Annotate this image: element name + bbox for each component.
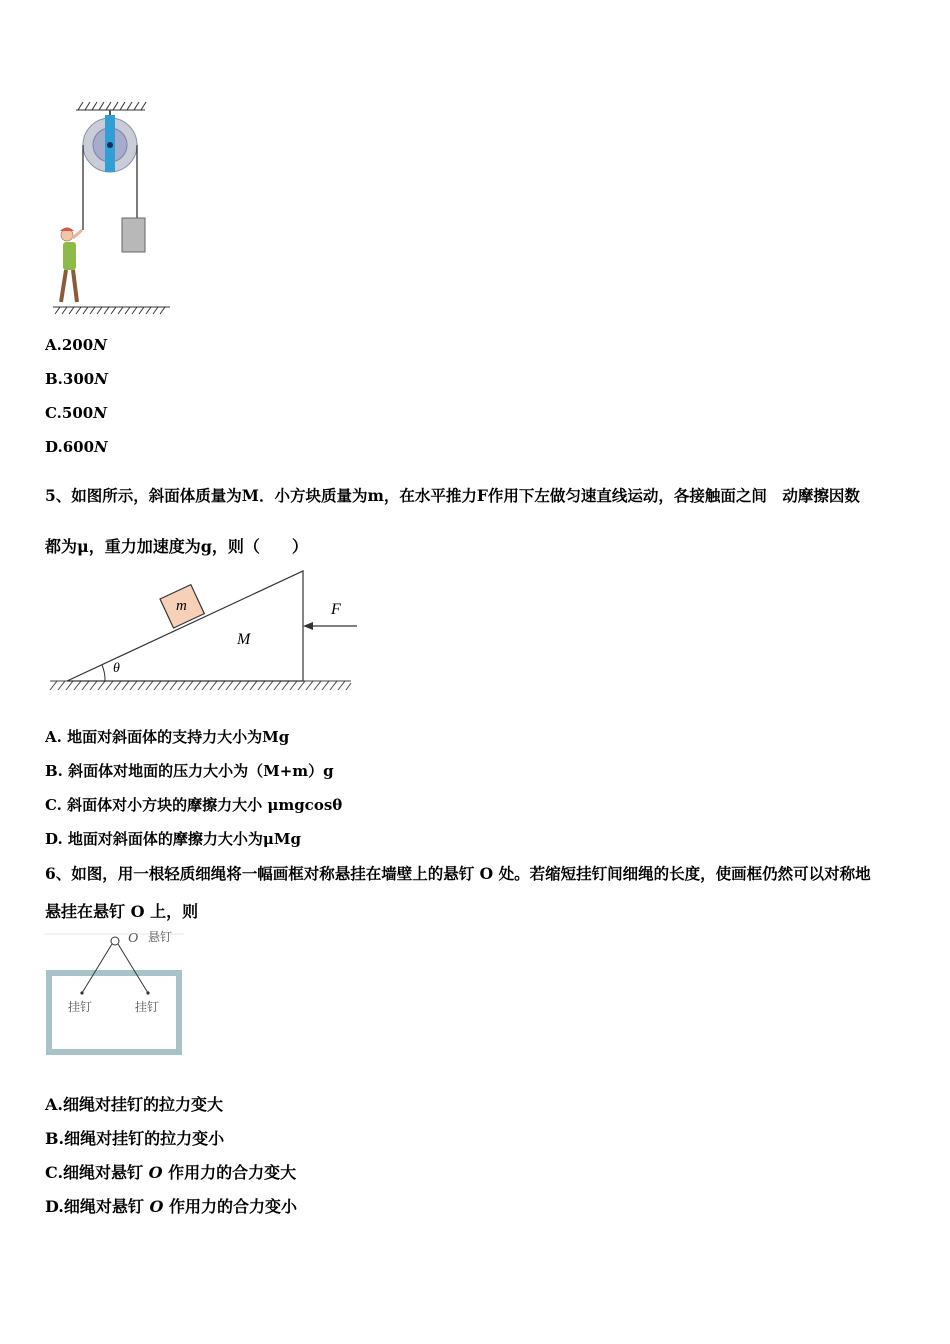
option-value: 200 [61, 336, 94, 354]
rope-right [118, 944, 148, 993]
q4-option-b[interactable] [45, 370, 108, 388]
nail-o [111, 937, 119, 945]
option-text: A.细绳对挂钉的拉力变大 [45, 1095, 223, 1114]
ground-hatch [53, 307, 170, 314]
hook-left-label: 挂钉 [68, 1000, 93, 1014]
option-value: 500 [61, 404, 94, 422]
option-unit: N [93, 336, 107, 354]
option-unit: N [94, 438, 108, 456]
q6-stem-line2: 悬挂在悬钉 O 上，则 [45, 902, 199, 921]
o-label: O [128, 931, 139, 946]
block-label: m [176, 598, 187, 614]
hook-right-label: 挂钉 [135, 1000, 160, 1014]
option-value: 300 [62, 370, 95, 388]
force-arrowhead [303, 622, 313, 630]
option-text: 作用力的合力变大 [162, 1163, 297, 1182]
q4-option-c[interactable] [45, 404, 107, 422]
q5-option-b[interactable]: B. 斜面体对地面的压力大小为（M+m）g [45, 762, 334, 780]
q6-option-d[interactable] [45, 1194, 297, 1217]
option-text: C.细绳对悬钉 [45, 1163, 149, 1182]
option-text: B.细绳对挂钉的拉力变小 [45, 1129, 225, 1148]
hook-right [146, 991, 149, 994]
q5-option-d[interactable]: D. 地面对斜面体的摩擦力大小为μMg [45, 830, 301, 848]
pulley-wheel [83, 115, 137, 172]
option-unit: N [94, 370, 108, 388]
rope-left [82, 944, 112, 993]
option-letter: D. [45, 438, 63, 456]
option-text: 作用力的合力变小 [163, 1197, 297, 1216]
person-figure [60, 228, 82, 303]
nail-label: 悬钉 [148, 930, 173, 944]
q6-option-c[interactable] [45, 1160, 296, 1183]
q5-stem-line1: 5、如图所示，斜面体质量为M．小方块质量为m，在水平推力F作用下左做匀速直线运动，各接触面之间 动摩擦因数 [45, 486, 860, 505]
pulley-figure [45, 98, 180, 320]
option-symbol: O [148, 1163, 163, 1182]
q6-stem-line1: 6、如图，用一根轻质细绳将一幅画框对称悬挂在墙壁上的悬钉 O 处。若缩短挂钉间细绳的长度，使画框仍然可以对称地 [45, 864, 871, 883]
option-letter: C. [45, 404, 62, 422]
hanging-weight [122, 218, 145, 252]
ceiling-hatch [76, 102, 146, 110]
q5-option-a[interactable]: A. 地面对斜面体的支持力大小为Mg [45, 728, 290, 746]
option-text: D.细绳对悬钉 [45, 1197, 150, 1216]
q5-option-c[interactable]: C. 斜面体对小方块的摩擦力大小 μmgcosθ [45, 796, 343, 814]
q5-stem-line2: 都为μ，重力加速度为g，则（ ） [45, 537, 308, 556]
frame-figure [44, 928, 184, 1058]
option-symbol: O [149, 1197, 164, 1216]
q6-option-b[interactable] [45, 1126, 224, 1149]
ground-hatch [50, 681, 351, 690]
q4-option-a[interactable] [45, 336, 107, 354]
q6-option-a[interactable] [45, 1092, 223, 1115]
wedge-label: M [237, 631, 251, 648]
force-label: F [331, 601, 341, 618]
option-letter: B. [45, 370, 63, 388]
option-value: 600 [62, 438, 95, 456]
angle-label: θ [113, 661, 120, 676]
option-letter: A. [45, 336, 62, 354]
option-unit: N [93, 404, 107, 422]
hook-left [80, 991, 83, 994]
q4-option-d[interactable] [45, 438, 108, 456]
incline-figure [45, 566, 357, 696]
